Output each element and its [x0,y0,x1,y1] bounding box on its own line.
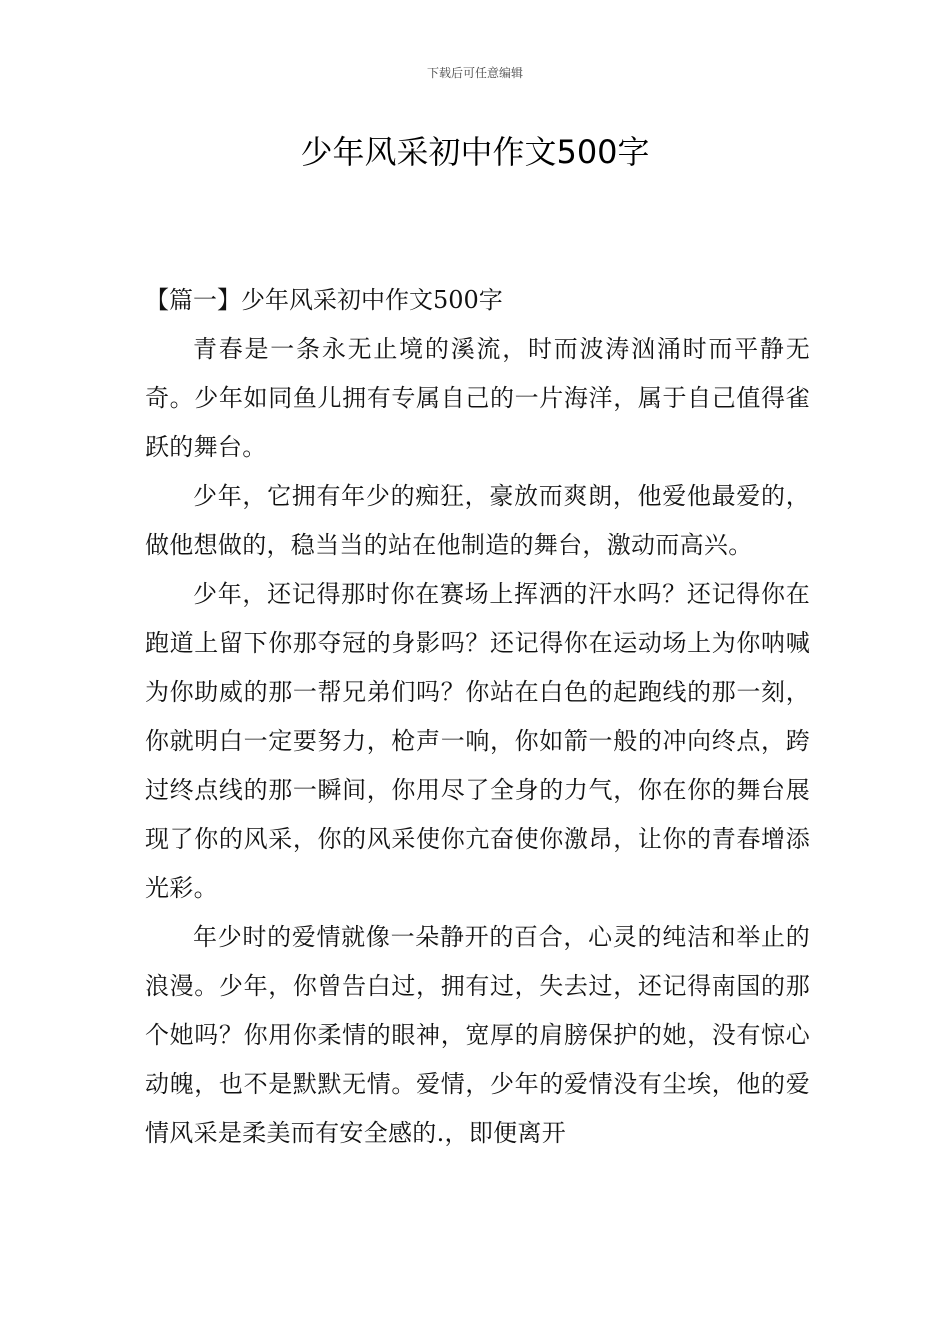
section-heading: 【篇一】少年风采初中作文500字 [145,286,503,314]
paragraph-2: 少年，它拥有年少的痴狂，豪放而爽朗，他爱他最爱的，做他想做的，稳当当的站在他制造的舞台，激动而高兴。 [145,482,810,559]
paragraph-4: 年少时的爱情就像一朵静开的百合，心灵的纯洁和举止的浪漫。少年，你曾告白过，拥有过，失去过，还记得南国的那个她吗？你用你柔情的眼神，宽厚的肩膀保护的她，没有惊心动魄，也不是默默无情。爱情，少年的爱情没有尘埃，他的爱情风采是柔美而有安全感的.，即便离开 [145,923,810,1147]
paragraph-3: 少年，还记得那时你在赛场上挥洒的汗水吗？还记得你在跑道上留下你那夺冠的身影吗？还记得你在运动场上为你呐喊为你助威的那一帮兄弟们吗？你站在白色的起跑线的那一刻，你就明白一定要努力，枪声一响，你如箭一般的冲向终点，跨过终点线的那一瞬间，你用尽了全身的力气，你在你的舞台展现了你的风采，你的风采使你亢奋使你激昂，让你的青春增添光彩。 [145,580,810,902]
document-body [145,276,810,1158]
header-note: 下载后可任意编辑 [426,66,523,80]
paragraph-1: 青春是一条永无止境的溪流，时而波涛汹涌时而平静无奇。少年如同鱼儿拥有专属自己的一片海洋，属于自己值得雀跃的舞台。 [145,335,810,461]
document-title: 少年风采初中作文500字 [300,133,650,171]
